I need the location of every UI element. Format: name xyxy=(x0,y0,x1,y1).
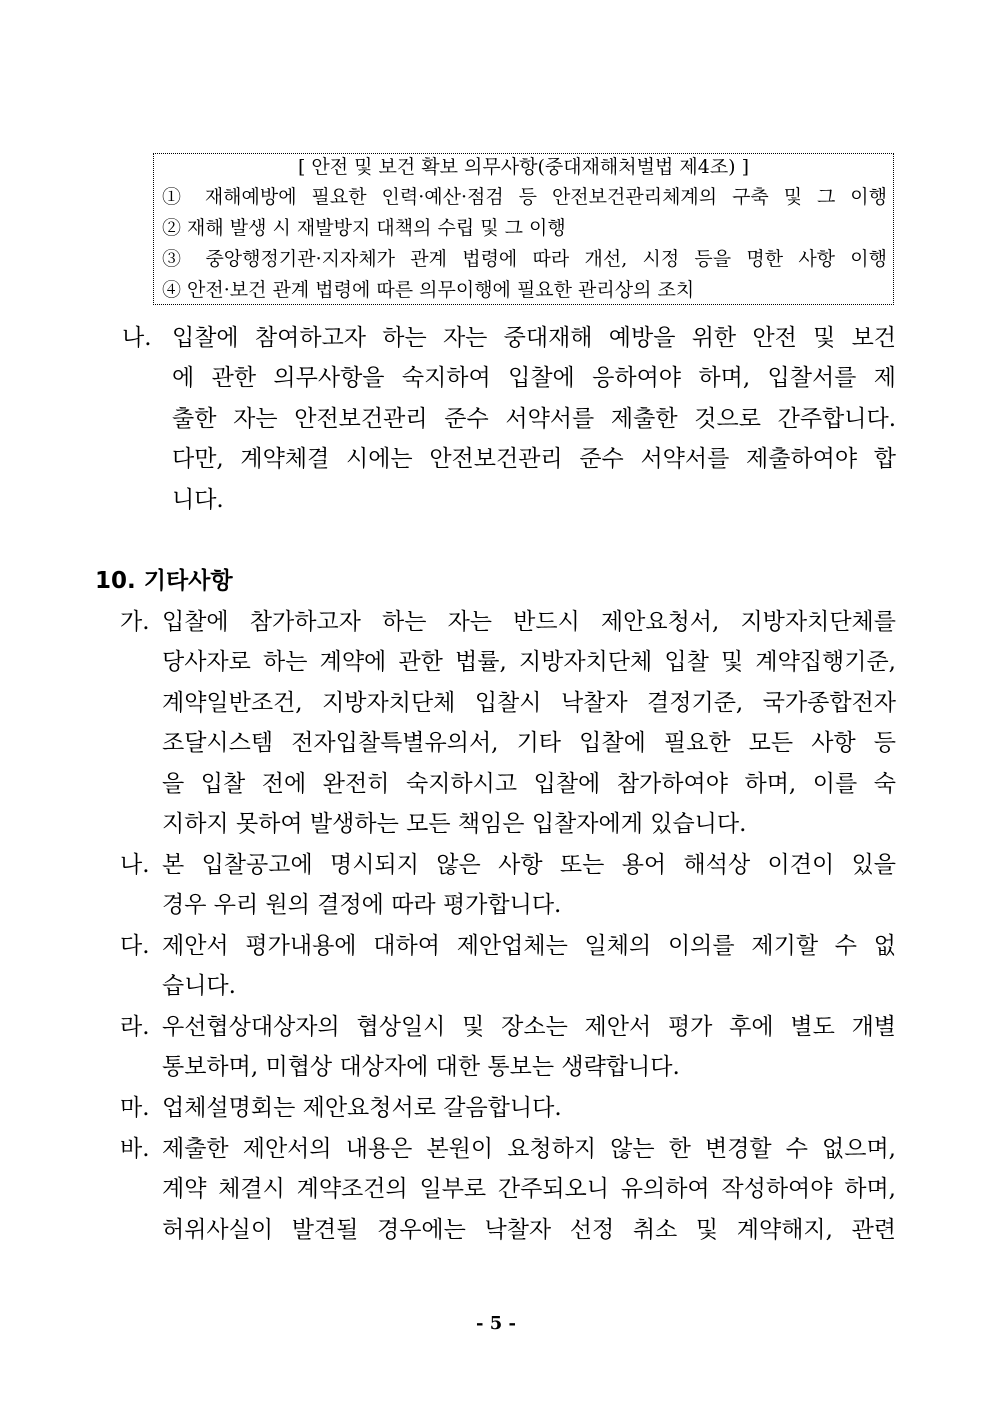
notice-box-title: [ 안전 및 보건 확보 의무사항(중대재해처벌법 제4조) ] xyxy=(297,156,750,178)
paragraph-line: 계약 체결시 계약조건의 일부로 간주되오니 유의하여 작성하여야 하며, xyxy=(162,1176,896,1202)
paragraph-line: 통보하며, 미협상 대상자에 대한 통보는 생략합니다. xyxy=(162,1054,680,1080)
list-item-label: 가. xyxy=(120,609,150,635)
notice-box-item: ③ 중앙행정기관·지자체가 관계 법령에 따라 개선, 시정 등을 명한 사항 이행 xyxy=(162,248,887,270)
paragraph-line: 입찰에 참가하고자 하는 자는 반드시 제안요청서, 지방자치단체를 xyxy=(162,609,896,635)
page-number: - 5 - xyxy=(476,1313,516,1334)
paragraph-line: 우선협상대상자의 협상일시 및 장소는 제안서 평가 후에 별도 개별 xyxy=(162,1014,896,1040)
list-item-label: 나. xyxy=(120,852,150,878)
notice-box-item: ④ 안전·보건 관계 법령에 따른 의무이행에 필요한 관리상의 조치 xyxy=(162,279,695,301)
paragraph-line: 조달시스템 전자입찰특별유의서, 기타 입찰에 필요한 모든 사항 등 xyxy=(162,730,896,756)
list-item-label: 바. xyxy=(120,1136,150,1162)
paragraph-line: 계약일반조건, 지방자치단체 입찰시 낙찰자 결정기준, 국가종합전자 xyxy=(162,690,896,716)
paragraph-line: 입찰에 참여하고자 하는 자는 중대재해 예방을 위한 안전 및 보건 xyxy=(172,325,896,351)
paragraph-line: 다만, 계약체결 시에는 안전보건관리 준수 서약서를 제출하여야 합 xyxy=(172,446,896,472)
paragraph-line: 경우 우리 원의 결정에 따라 평가합니다. xyxy=(162,892,562,918)
paragraph-line: 지하지 못하여 발생하는 모든 책임은 입찰자에게 있습니다. xyxy=(162,811,747,837)
paragraph-line: 니다. xyxy=(172,487,224,513)
list-item-label: 라. xyxy=(120,1014,150,1040)
paragraph-line: 당사자로 하는 계약에 관한 법률, 지방자치단체 입찰 및 계약집행기준, xyxy=(162,649,896,675)
paragraph-line: 제안서 평가내용에 대하여 제안업체는 일체의 이의를 제기할 수 없 xyxy=(162,933,896,959)
list-item-label: 마. xyxy=(120,1095,150,1121)
paragraph-line: 에 관한 의무사항을 숙지하여 입찰에 응하여야 하며, 입찰서를 제 xyxy=(172,365,896,391)
notice-box-item: ② 재해 발생 시 재발방지 대책의 수립 및 그 이행 xyxy=(162,217,566,239)
notice-box xyxy=(153,153,894,305)
section-heading: 10. 기타사항 xyxy=(95,568,233,594)
notice-box-item: ① 재해예방에 필요한 인력·예산·점검 등 안전보건관리체계의 구축 및 그 이행 xyxy=(162,186,887,208)
paragraph-line: 본 입찰공고에 명시되지 않은 사항 또는 용어 해석상 이견이 있을 xyxy=(162,852,896,878)
list-item-label: 다. xyxy=(120,933,150,959)
paragraph-line: 출한 자는 안전보건관리 준수 서약서를 제출한 것으로 간주합니다. xyxy=(172,406,896,432)
paragraph-line: 을 입찰 전에 완전히 숙지하시고 입찰에 참가하여야 하며, 이를 숙 xyxy=(162,771,896,797)
paragraph-line: 제출한 제안서의 내용은 본원이 요청하지 않는 한 변경할 수 없으며, xyxy=(162,1136,896,1162)
list-item-label: 나. xyxy=(122,325,152,351)
paragraph-line: 업체설명회는 제안요청서로 갈음합니다. xyxy=(162,1095,562,1121)
paragraph-line: 허위사실이 발견될 경우에는 낙찰자 선정 취소 및 계약해지, 관련 xyxy=(162,1217,896,1243)
paragraph-line: 습니다. xyxy=(162,973,236,999)
